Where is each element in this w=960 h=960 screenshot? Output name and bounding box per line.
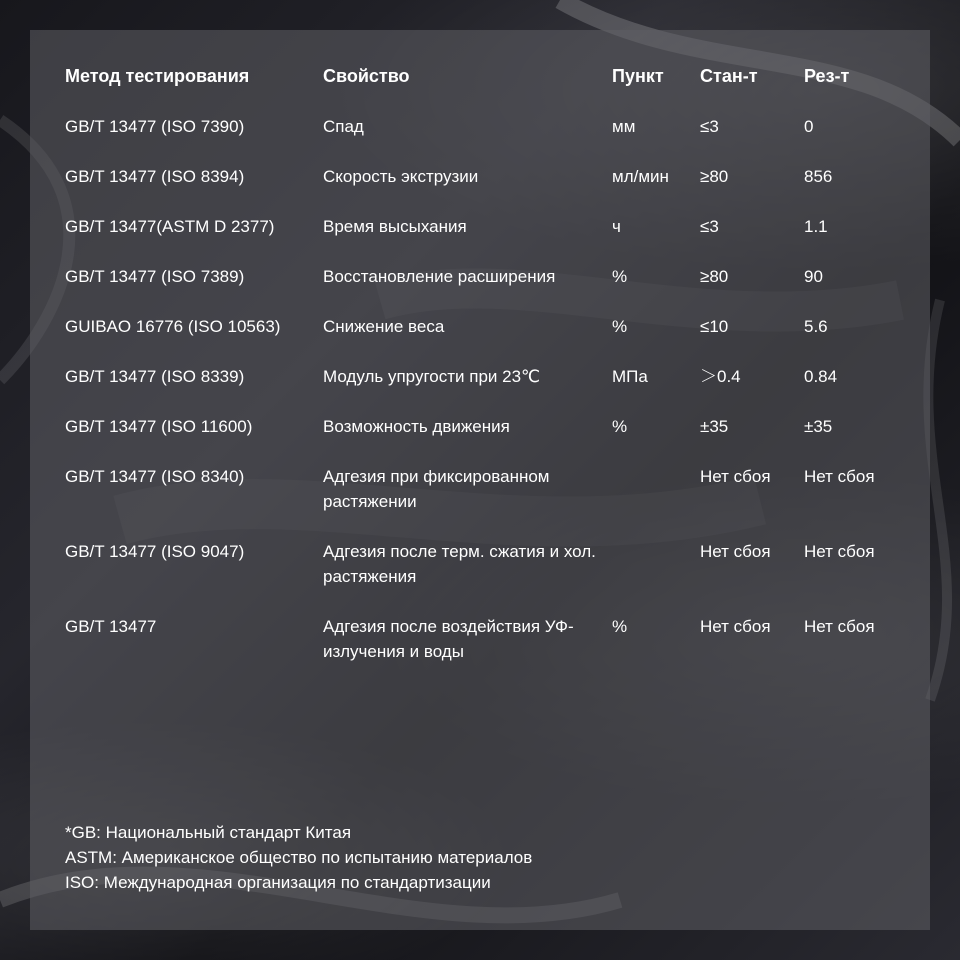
cell-method: GB/T 13477 (ISO 8340)	[65, 467, 245, 486]
cell-method: GB/T 13477 (ISO 11600)	[65, 417, 253, 436]
cell-result: 90	[804, 267, 823, 286]
table-row	[65, 364, 895, 414]
cell-result: Нет сбоя	[804, 467, 875, 486]
table-body	[65, 114, 895, 689]
header-result: Рез-т	[804, 66, 850, 86]
cell-result: 0.84	[804, 367, 838, 386]
cell-result: 0	[804, 117, 814, 136]
cell-unit	[612, 539, 700, 614]
header-method: Метод тестирования	[65, 66, 250, 86]
cell-result: Нет сбоя	[804, 542, 875, 561]
cell-standard: Нет сбоя	[700, 542, 771, 561]
cell-unit: %	[612, 267, 628, 286]
footnotes	[65, 820, 532, 895]
cell-standard: ≥80	[700, 267, 729, 286]
cell-method: GB/T 13477	[65, 617, 157, 636]
cell-unit: %	[612, 617, 628, 636]
cell-standard: Нет сбоя	[700, 617, 771, 636]
cell-unit: %	[612, 417, 628, 436]
cell-standard: ≤10	[700, 317, 729, 336]
cell-standard: ≤3	[700, 117, 719, 136]
cell-standard: ＞0.4	[700, 367, 741, 386]
cell-result: 856	[804, 167, 833, 186]
table-row	[65, 214, 895, 264]
cell-method: GB/T 13477(ASTM D 2377)	[65, 217, 275, 236]
cell-unit: МПа	[612, 367, 648, 386]
table-row	[65, 414, 895, 464]
cell-method: GB/T 13477 (ISO 7389)	[65, 267, 245, 286]
cell-unit: ч	[612, 217, 621, 236]
table-row	[65, 314, 895, 364]
cell-property: Спад	[323, 117, 364, 136]
header-property: Свойство	[323, 66, 410, 86]
cell-standard: ≤3	[700, 217, 719, 236]
cell-property: Восстановление расширения	[323, 267, 556, 286]
cell-unit: мм	[612, 117, 636, 136]
cell-method: GUIBAO 16776 (ISO 10563)	[65, 317, 281, 336]
header-standard: Стан-т	[700, 66, 758, 86]
cell-property: Адгезия после воздействия УФ-излучения и воды	[323, 617, 574, 661]
cell-property: Возможность движения	[323, 417, 510, 436]
table-header-row	[65, 64, 895, 114]
footnote-gb: *GB: Национальный стандарт Китая	[65, 823, 352, 842]
cell-standard: Нет сбоя	[700, 467, 771, 486]
table-row	[65, 539, 895, 614]
cell-result: 5.6	[804, 317, 828, 336]
cell-method: GB/T 13477 (ISO 8394)	[65, 167, 245, 186]
cell-property: Время высыхания	[323, 217, 467, 236]
table-row	[65, 464, 895, 539]
cell-standard: ≥80	[700, 167, 729, 186]
cell-method: GB/T 13477 (ISO 9047)	[65, 542, 245, 561]
spec-table	[65, 64, 895, 689]
table-row	[65, 164, 895, 214]
cell-result: ±35	[804, 417, 833, 436]
table-row	[65, 114, 895, 164]
footnote-astm: ASTM: Американское общество по испытанию материалов	[65, 848, 533, 867]
footnote-iso: ISO: Международная организация по стандартизации	[65, 873, 491, 892]
cell-unit: %	[612, 317, 628, 336]
table-row	[65, 614, 895, 689]
header-unit: Пункт	[612, 66, 664, 86]
cell-property: Адгезия при фиксированном растяжении	[323, 467, 550, 511]
cell-result: 1.1	[804, 217, 828, 236]
cell-property: Скорость экструзии	[323, 167, 479, 186]
cell-property: Адгезия после терм. сжатия и хол. растяжения	[323, 542, 596, 586]
cell-unit	[612, 464, 700, 539]
cell-property: Снижение веса	[323, 317, 445, 336]
cell-result: Нет сбоя	[804, 617, 875, 636]
spec-panel	[30, 30, 930, 930]
cell-unit: мл/мин	[612, 167, 669, 186]
table-row	[65, 264, 895, 314]
cell-standard: ±35	[700, 417, 729, 436]
cell-property: Модуль упругости при 23℃	[323, 367, 541, 386]
cell-method: GB/T 13477 (ISO 8339)	[65, 367, 245, 386]
cell-method: GB/T 13477 (ISO 7390)	[65, 117, 245, 136]
